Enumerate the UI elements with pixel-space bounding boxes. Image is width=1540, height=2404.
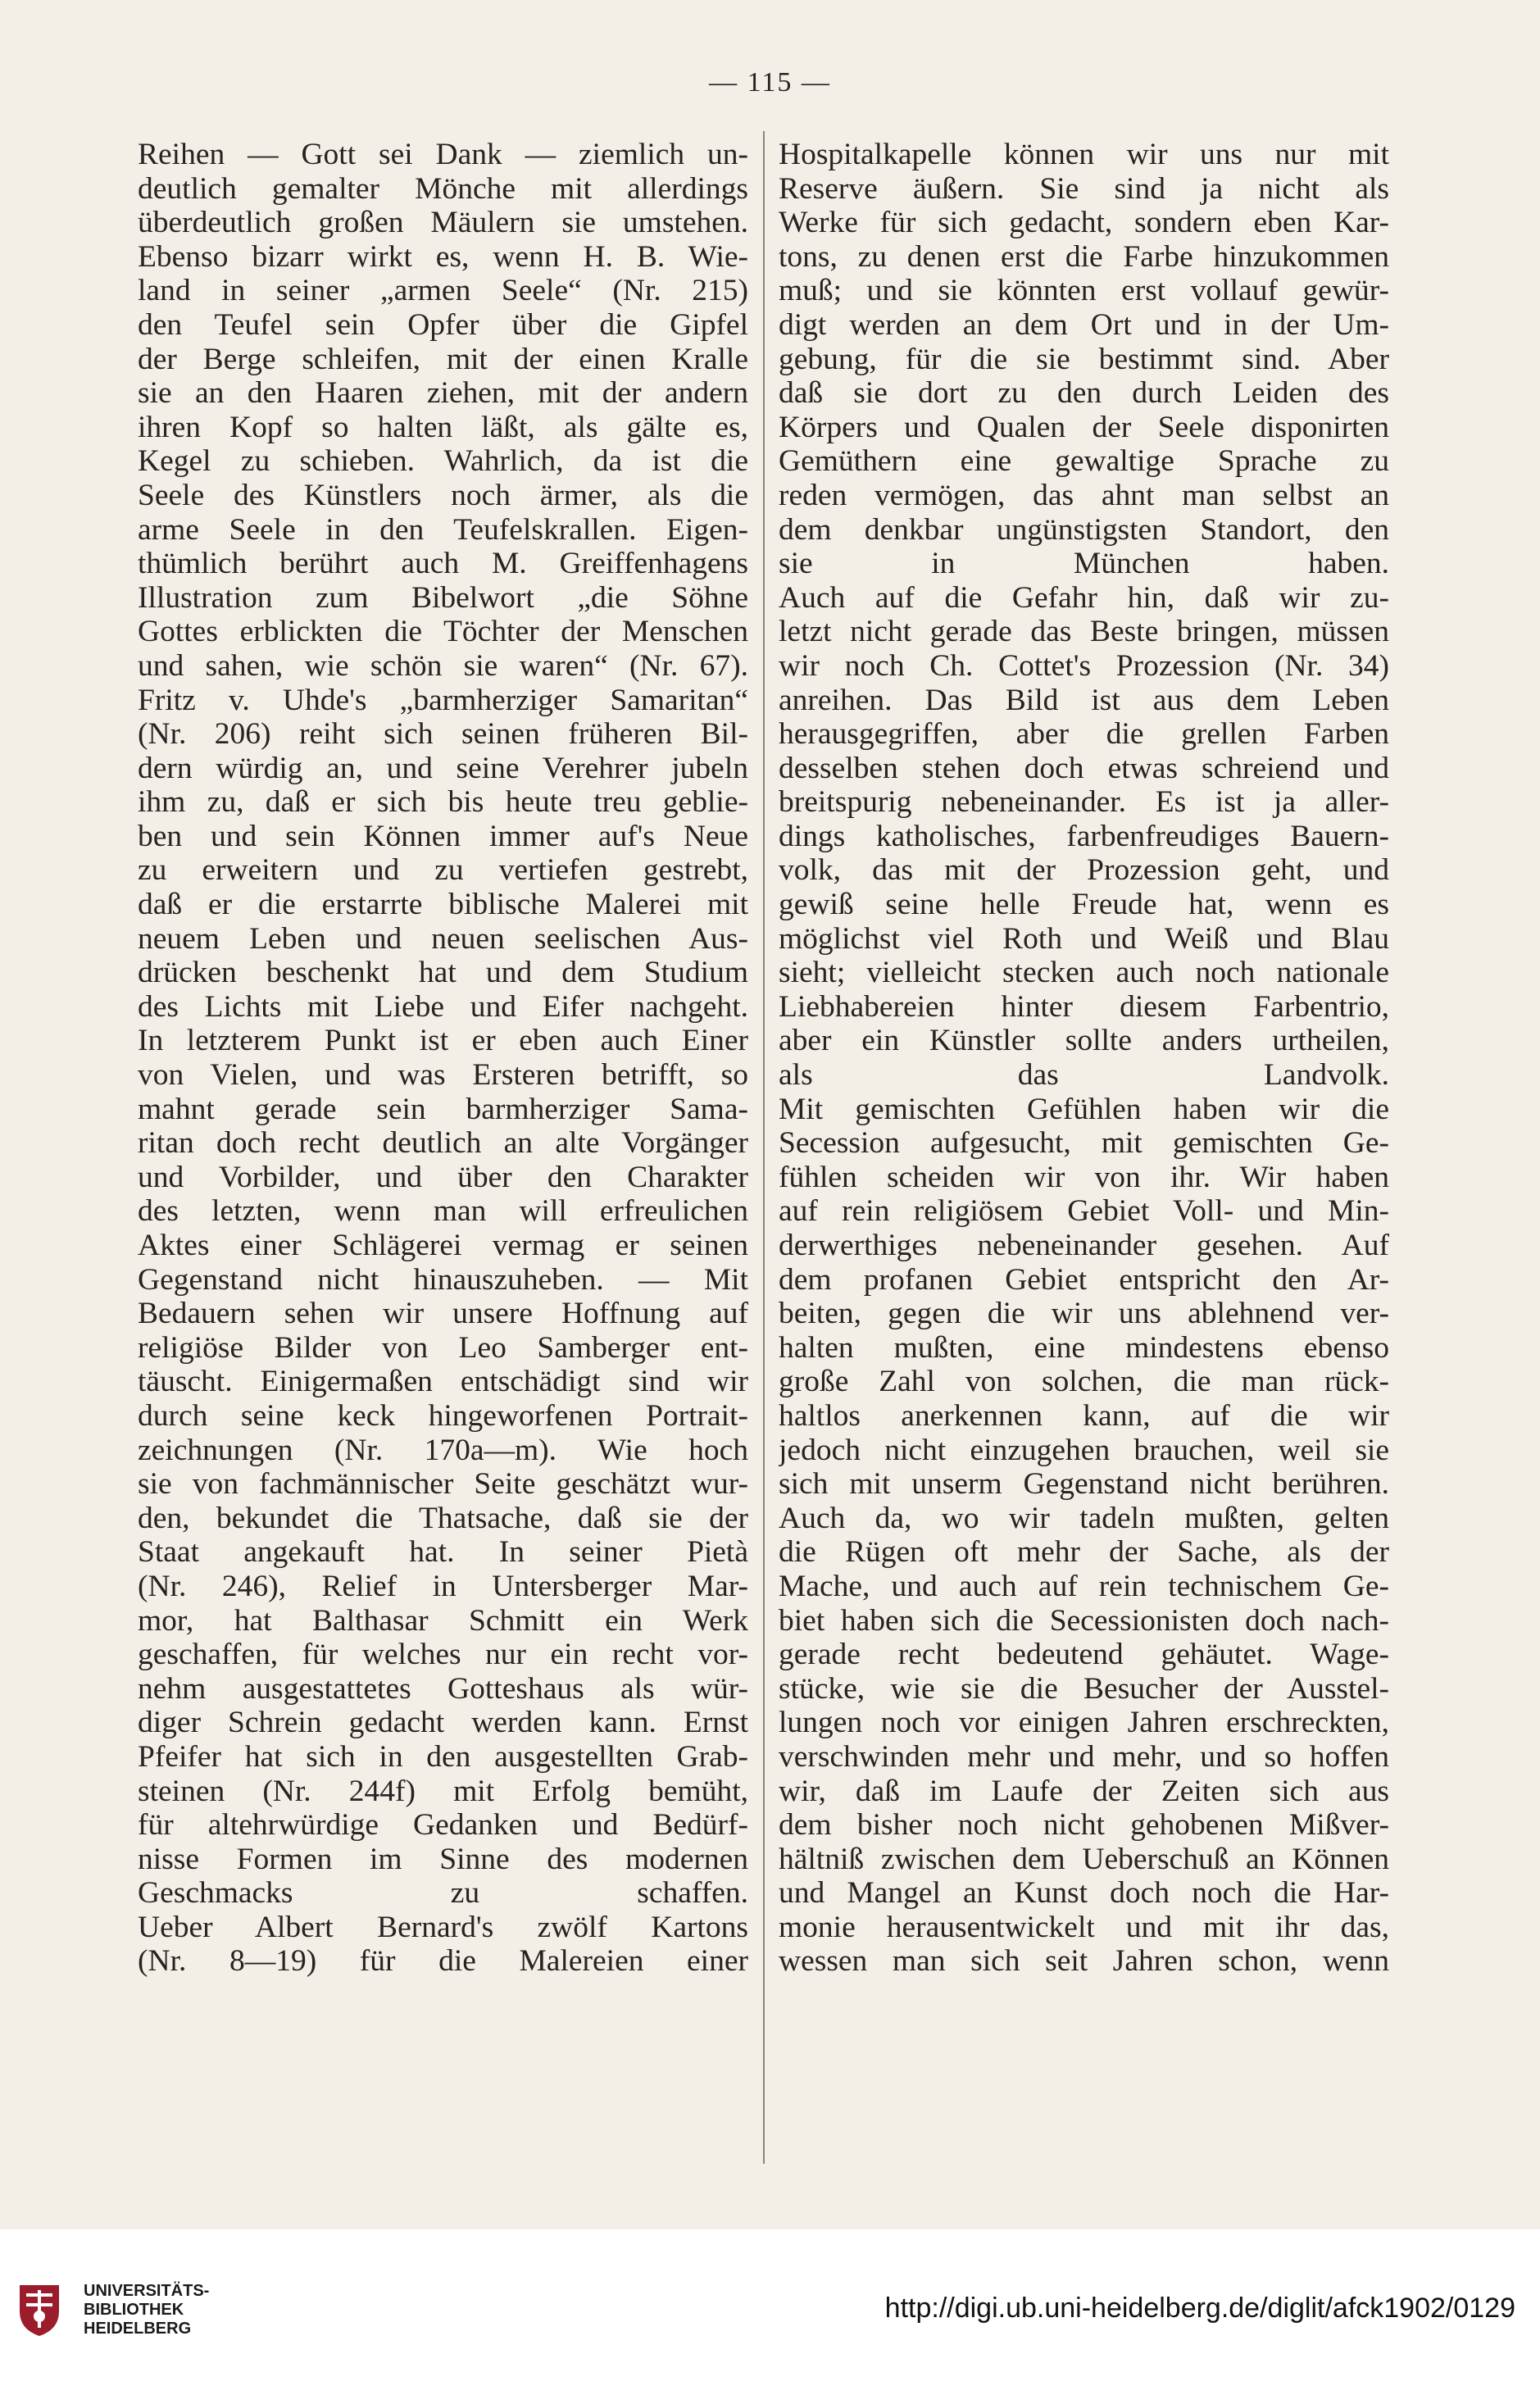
text-line: fühlen scheiden wir von ihr. Wir haben <box>779 1160 1389 1194</box>
text-line: dern würdig an, und seine Verehrer jubeln <box>138 751 748 785</box>
text-line: Gegenstand nicht hinauszuheben. — Mit <box>138 1262 748 1297</box>
text-line: Bedauern sehen wir unsere Hoffnung auf <box>138 1297 748 1331</box>
text-line: Werke für sich gedacht, sondern eben Kar- <box>779 206 1389 240</box>
text-line: Reserve äußern. Sie sind ja nicht als <box>779 171 1389 206</box>
text-line: steinen (Nr. 244f) mit Erfolg bemüht, <box>138 1774 748 1808</box>
right-text-column <box>779 138 1389 1979</box>
text-line: Kegel zu schieben. Wahrlich, da ist die <box>138 444 748 479</box>
column-divider <box>763 131 765 2164</box>
text-line: zeichnungen (Nr. 170a—m). Wie hoch <box>138 1433 748 1467</box>
text-line: monie herausentwickelt und mit ihr das, <box>779 1910 1389 1944</box>
text-line: mahnt gerade sein barmherziger Sama- <box>138 1092 748 1126</box>
text-line: dem profanen Gebiet entspricht den Ar- <box>779 1262 1389 1297</box>
text-line: als das Landvolk. <box>779 1058 1389 1093</box>
text-line: breitspurig nebeneinander. Es ist ja aller- <box>779 785 1389 820</box>
text-line: haltlos anerkennen kann, auf die wir <box>779 1398 1389 1433</box>
text-line: dings katholisches, farbenfreudiges Bauern- <box>779 819 1389 853</box>
library-name-line: HEIDELBERG <box>84 2320 192 2338</box>
text-line: dem bisher noch nicht gehobenen Mißver- <box>779 1808 1389 1843</box>
text-line: sie an den Haaren ziehen, mit der andern <box>138 376 748 411</box>
text-line: letzt nicht gerade das Beste bringen, müssen <box>779 615 1389 649</box>
text-line: wir noch Ch. Cottet's Prozession (Nr. 34) <box>779 648 1389 683</box>
text-line: lungen noch vor einigen Jahren erschreckten, <box>779 1706 1389 1740</box>
text-line: auf rein religiösem Gebiet Voll- und Min- <box>779 1194 1389 1229</box>
text-line: ben und sein Können immer auf's Neue <box>138 819 748 853</box>
text-line: In letzterem Punkt ist er eben auch Einer <box>138 1024 748 1058</box>
text-line: für altehrwürdige Gedanken und Bedürf- <box>138 1808 748 1843</box>
text-line: Ebenso bizarr wirkt es, wenn H. B. Wie- <box>138 239 748 274</box>
text-line: deutlich gemalter Mönche mit allerdings <box>138 171 748 206</box>
text-line: nisse Formen im Sinne des modernen <box>138 1842 748 1876</box>
text-line: den Teufel sein Opfer über die Gipfel <box>138 307 748 342</box>
page-number: — 115 — <box>709 67 831 98</box>
text-line: Gemüthern eine gewaltige Sprache zu <box>779 444 1389 479</box>
text-line: (Nr. 246), Relief in Untersberger Mar- <box>138 1569 748 1603</box>
library-name <box>84 2282 209 2338</box>
text-line: und Vorbilder, und über den Charakter <box>138 1160 748 1194</box>
text-line: Pfeifer hat sich in den ausgestellten Grab- <box>138 1739 748 1774</box>
text-line: Körpers und Qualen der Seele disponirten <box>779 410 1389 444</box>
text-line: mor, hat Balthasar Schmitt ein Werk <box>138 1603 748 1638</box>
text-line: (Nr. 206) reiht sich seinen früheren Bil- <box>138 717 748 752</box>
text-line: neuem Leben und neuen seelischen Aus- <box>138 921 748 956</box>
text-line: Geschmacks zu schaffen. <box>138 1876 748 1911</box>
text-line: gerade recht bedeutend gehäutet. Wage- <box>779 1638 1389 1672</box>
text-line: Liebhabereien hinter diesem Farbentrio, <box>779 989 1389 1024</box>
text-line: überdeutlich großen Mäulern sie umstehen. <box>138 206 748 240</box>
text-line: herausgegriffen, aber die grellen Farben <box>779 717 1389 752</box>
text-line: Reihen — Gott sei Dank — ziemlich un- <box>138 138 748 171</box>
text-line: anreihen. Das Bild ist aus dem Leben <box>779 683 1389 717</box>
text-line: daß er die erstarrte biblische Malerei mit <box>138 888 748 922</box>
text-line: arme Seele in den Teufelskrallen. Eigen- <box>138 512 748 547</box>
text-line: digt werden an dem Ort und in der Um- <box>779 307 1389 342</box>
text-line: sich mit unserm Gegenstand nicht berühren. <box>779 1467 1389 1502</box>
text-line: biet haben sich die Secessionisten doch nach- <box>779 1603 1389 1638</box>
text-line: thümlich berührt auch M. Greiffenhagens <box>138 547 748 581</box>
text-line: Mit gemischten Gefühlen haben wir die <box>779 1092 1389 1126</box>
text-line: den, bekundet die Thatsache, daß sie der <box>138 1501 748 1535</box>
text-line: desselben stehen doch etwas schreiend und <box>779 751 1389 785</box>
left-text-column <box>138 138 748 1979</box>
text-line: geschaffen, für welches nur ein recht vor- <box>138 1638 748 1672</box>
library-name-line: BIBLIOTHEK <box>84 2301 184 2319</box>
text-line: stücke, wie sie die Besucher der Ausstel- <box>779 1671 1389 1706</box>
text-line: möglichst viel Roth und Weiß und Blau <box>779 921 1389 956</box>
text-line: verschwinden mehr und mehr, und so hoffen <box>779 1739 1389 1774</box>
source-url-link[interactable]: http://digi.ub.uni-heidelberg.de/diglit/afck1902/0129 <box>884 2293 1515 2324</box>
text-line: wessen man sich seit Jahren schon, wenn <box>779 1944 1389 1979</box>
text-line: land in seiner „armen Seele“ (Nr. 215) <box>138 274 748 308</box>
text-line: des Lichts mit Liebe und Eifer nachgeht. <box>138 989 748 1024</box>
text-line: sieht; vielleicht stecken auch noch nationale <box>779 956 1389 990</box>
text-line: Gottes erblickten die Töchter der Menschen <box>138 615 748 649</box>
text-line: beiten, gegen die wir uns ablehnend ver- <box>779 1297 1389 1331</box>
text-line: reden vermögen, das ahnt man selbst an <box>779 478 1389 512</box>
text-line: wir, daß im Laufe der Zeiten sich aus <box>779 1774 1389 1808</box>
text-line: tons, zu denen erst die Farbe hinzukommen <box>779 239 1389 274</box>
text-line: die Rügen oft mehr der Sache, als der <box>779 1535 1389 1570</box>
text-line: ritan doch recht deutlich an alte Vorgänger <box>138 1126 748 1161</box>
text-line: daß sie dort zu den durch Leiden des <box>779 376 1389 411</box>
text-line: Aktes einer Schlägerei vermag er seinen <box>138 1229 748 1262</box>
text-line: (Nr. 8—19) für die Malereien einer <box>138 1944 748 1979</box>
library-name-line: UNIVERSITÄTS- <box>84 2282 210 2300</box>
text-line: gebung, für die sie bestimmt sind. Aber <box>779 342 1389 376</box>
text-line: diger Schrein gedacht werden kann. Ernst <box>138 1706 748 1740</box>
text-line: halten mußten, eine mindestens ebenso <box>779 1330 1389 1365</box>
text-line: und Mangel an Kunst doch noch die Har- <box>779 1876 1389 1911</box>
text-line: drücken beschenkt hat und dem Studium <box>138 956 748 990</box>
text-line: Hospitalkapelle können wir uns nur mit <box>779 138 1389 171</box>
text-line: durch seine keck hingeworfenen Portrait- <box>138 1398 748 1433</box>
text-line: des letzten, wenn man will erfreulichen <box>138 1194 748 1229</box>
text-line: Auch da, wo wir tadeln mußten, gelten <box>779 1501 1389 1535</box>
text-line: gewiß seine helle Freude hat, wenn es <box>779 888 1389 922</box>
text-line: volk, das mit der Prozession geht, und <box>779 853 1389 888</box>
text-line: Seele des Künstlers noch ärmer, als die <box>138 478 748 512</box>
text-line: große Zahl von solchen, die man rück- <box>779 1365 1389 1399</box>
text-line: aber ein Künstler sollte anders urtheilen, <box>779 1024 1389 1058</box>
text-line: derwerthiges nebeneinander gesehen. Auf <box>779 1229 1389 1262</box>
text-line: Secession aufgesucht, mit gemischten Ge- <box>779 1126 1389 1161</box>
text-line: Mache, und auch auf rein technischem Ge- <box>779 1569 1389 1603</box>
text-line: Staat angekauft hat. In seiner Pietà <box>138 1535 748 1570</box>
text-line: Auch auf die Gefahr hin, daß wir zu- <box>779 580 1389 615</box>
text-line: täuscht. Einigermaßen entschädigt sind wir <box>138 1365 748 1399</box>
text-line: sie von fachmännischer Seite geschätzt wur- <box>138 1467 748 1502</box>
text-line: hältniß zwischen dem Ueberschuß an Können <box>779 1842 1389 1876</box>
text-line: jedoch nicht einzugehen brauchen, weil sie <box>779 1433 1389 1467</box>
heidelberg-university-seal-icon <box>15 2280 64 2338</box>
text-line: der Berge schleifen, mit der einen Kralle <box>138 342 748 376</box>
text-line: Fritz v. Uhde's „barmherziger Samaritan“ <box>138 683 748 717</box>
text-line: Illustration zum Bibelwort „die Söhne <box>138 580 748 615</box>
text-line: religiöse Bilder von Leo Samberger ent- <box>138 1330 748 1365</box>
text-line: dem denkbar ungünstigsten Standort, den <box>779 512 1389 547</box>
text-line: Ueber Albert Bernard's zwölf Kartons <box>138 1910 748 1944</box>
text-line: zu erweitern und zu vertiefen gestrebt, <box>138 853 748 888</box>
text-line: nehm ausgestattetes Gotteshaus als wür- <box>138 1671 748 1706</box>
text-line: ihm zu, daß er sich bis heute treu geblie- <box>138 785 748 820</box>
text-line: sie in München haben. <box>779 547 1389 581</box>
text-line: ihren Kopf so halten läßt, als gälte es, <box>138 410 748 444</box>
text-line: muß; und sie könnten erst vollauf gewür- <box>779 274 1389 308</box>
text-line: von Vielen, und was Ersteren betrifft, so <box>138 1058 748 1093</box>
text-line: und sahen, wie schön sie waren“ (Nr. 67). <box>138 648 748 683</box>
